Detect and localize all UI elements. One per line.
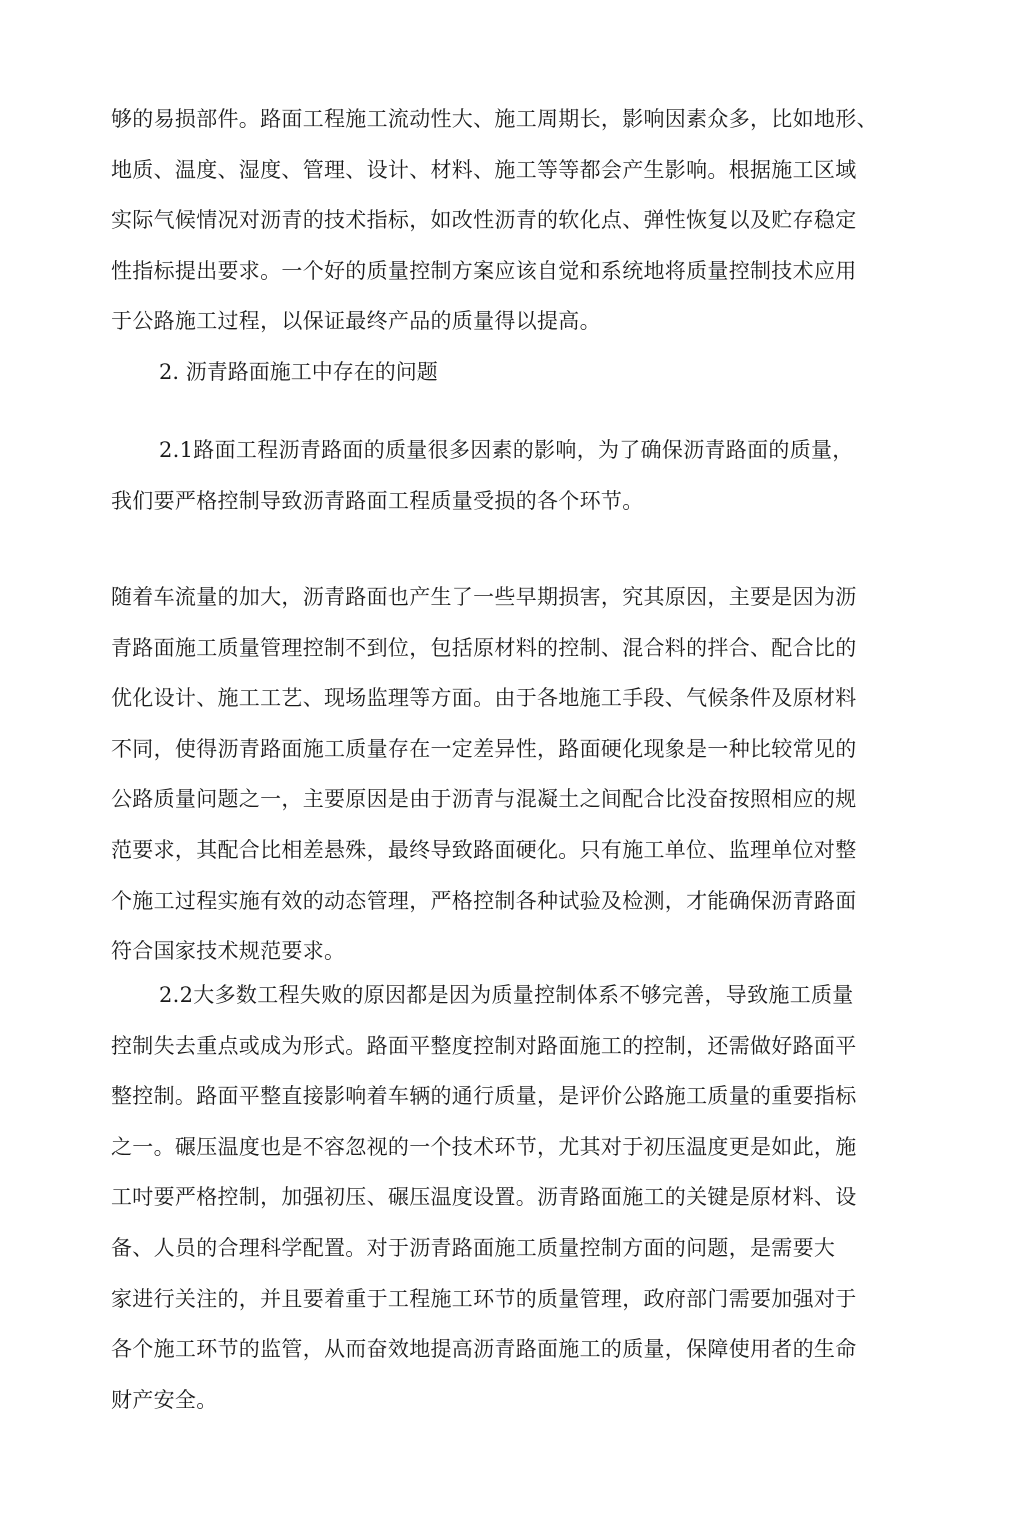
paragraph-line: 之一。碾压温度也是不容忽视的一个技术环节，尤其对于初压温度更是如此，施 (111, 1134, 857, 1159)
paragraph-line: 整控制。路面平整直接影响着车辆的通行质量，是评价公路施工质量的重要指标 (111, 1084, 857, 1109)
paragraph-line: 公路质量问题之一，主要原因是由于沥青与混凝土之间配合比没奋按照相应的规 (111, 787, 857, 812)
paragraph-2-2 (111, 970, 857, 1425)
paragraph-line: 控制失去重点或成为形式。路面平整度控制对路面施工的控制，还需做好路面平 (111, 1033, 857, 1058)
section-heading: 2. 沥青路面施工中存在的问题 (159, 360, 438, 384)
paragraph-line: 于公路施工过程，以保证最终产品的质量得以提高。 (111, 309, 601, 334)
paragraph-line: 地质、温度、湿度、管理、设计、材料、施工等等都会产生影响。根据施工区域 (111, 157, 857, 182)
paragraph-line: 各个施工环节的监管，从而奋效地提高沥青路面施工的质量，保障使用者的生命 (111, 1337, 857, 1362)
paragraph-line: 实际气候情况对沥青的技术指标，如改性沥青的软化点、弹性恢复以及贮存稳定 (111, 208, 857, 233)
paragraph-causes (111, 572, 857, 977)
paragraph-line: 符合国家技术规范要求。 (111, 939, 346, 964)
paragraph-line: 家进行关注的，并且要着重于工程施工环节的质量管理，政府部门需要加强对于 (111, 1286, 857, 1311)
paragraph-line: 2.1路面工程沥青路面的质量很多因素的影响，为了确保沥青路面的质量， (159, 438, 854, 462)
paragraph-line: 工吋要严格控制，加强初压、碾压温度设置。沥青路面施工的关键是原材料、设 (111, 1185, 857, 1210)
paragraph-line: 财产安全。 (111, 1387, 218, 1412)
paragraph-intro (111, 94, 878, 347)
paragraph-line: 范要求，其配合比相差悬殊，最终导致路面硬化。只有施工单位、监理单位对整 (111, 837, 857, 862)
paragraph-line: 个施工过程实施有效的动态管理，严格控制各种试验及检测，才能确保沥青路面 (111, 888, 857, 913)
paragraph-line: 不同，使得沥青路面施工质量存在一定差异性，路面硬化现象是一种比较常见的 (111, 736, 857, 761)
paragraph-line: 2.2大多数工程失败的原因都是因为质量控制体系不够完善，导致施工质量 (159, 983, 854, 1007)
paragraph-line: 随着车流量的加大，沥青路面也产生了一些早期损害，究其原因，主要是因为沥 (111, 585, 857, 609)
paragraph-line: 性指标提出要求。一个好的质量控制方案应该自觉和系统地将质量控制技术应用 (111, 258, 857, 283)
paragraph-line: 备、人员的合理科学配置。对于沥青路面施工质量控制方面的问题，是需要大 (111, 1235, 836, 1260)
paragraph-line: 优化设计、施工工艺、现场监理等方面。由于各地施工手段、气候条件及原材料 (111, 686, 857, 711)
paragraph-2-1 (111, 425, 854, 526)
paragraph-line: 够的易损部件。路面工程施工流动性大、施工周期长，影响因素众多，比如地形、 (111, 107, 878, 131)
paragraph-line: 青路面施工质量管理控制不到位，包括原材料的控制、混合料的拌合、配合比的 (111, 635, 857, 660)
paragraph-line: 我们要严格控制导致沥青路面工程质量受损的各个环节。 (111, 488, 644, 513)
